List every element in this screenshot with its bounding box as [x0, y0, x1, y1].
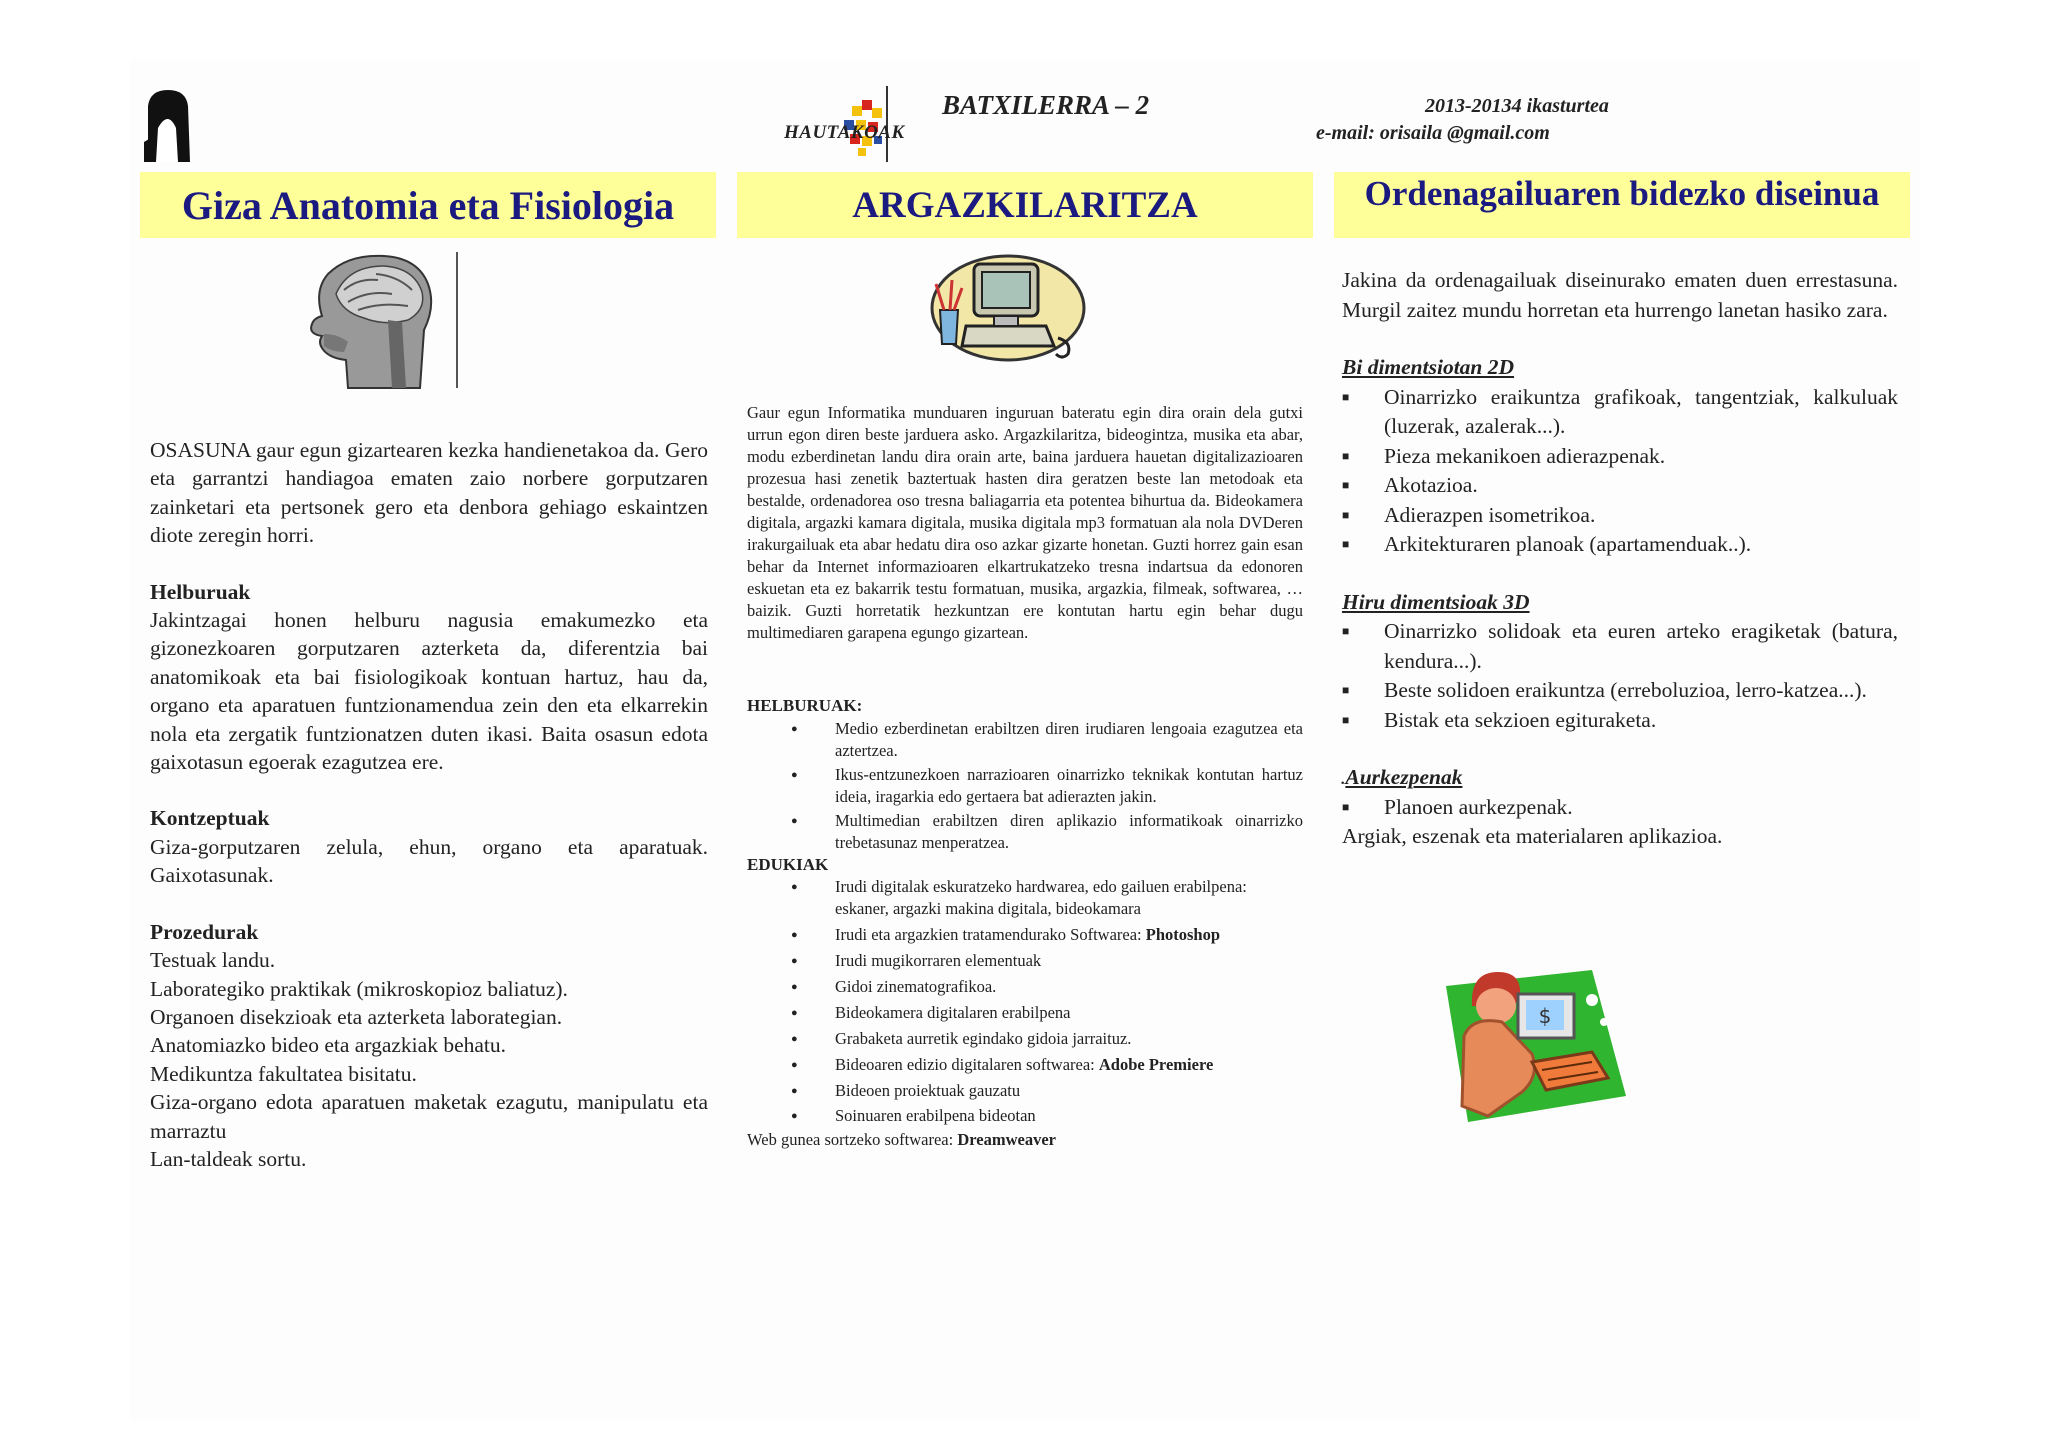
list-item: Giza-organo edota aparatuen maketak ezagutu, manipulatu eta marraztu [150, 1090, 708, 1143]
right-title-text: Ordenagailuaren bidezko diseinua [1364, 174, 1880, 213]
left-concepts-text: Giza-gorputzaren zelula, ehun, organo eta aparatuak. Gaixotasunak. [150, 834, 708, 888]
designer-clipart-icon [1442, 966, 1626, 1122]
school-logo-icon [140, 86, 196, 162]
presentations-heading-line [1340, 763, 1898, 793]
list-item-text: Soinuaren erabilpena bideotan [835, 1106, 1036, 1125]
list-item: Laborategiko praktikak (mikroskopioz baliatuz). [150, 976, 568, 1001]
left-goals-text: Jakintzagai honen helburu nagusia emakumezko eta gizonezkoaren gorputzaren azterketa da, diferentzia bai anatomikoak eta bai fisiologikoak kontuan hartuz, hau da, organo eta aparatuen funtzionamendua zein den eta elkarrekin nola eta zergatik funtzionatzen duten ikasi. Baita osasun edota gaixotasun egoerak ezagutzea ere. [150, 608, 708, 775]
list-item [747, 1078, 1303, 1104]
left-procedures-heading: Prozedurak [150, 919, 259, 944]
list-item: ■ Adierazpen isometrikoa. [1342, 501, 1898, 531]
middle-footer [747, 1128, 1303, 1152]
list-item: Organoen disekzioak eta azterketa laborategian. [150, 1004, 563, 1029]
list-item-text: Bideoen proiektuak gauzatu [835, 1081, 1021, 1100]
section-2d-heading: Bi dimentsiotan 2D [1342, 355, 1515, 379]
list-item-text: Bideokamera digitalaren erabilpena [835, 1003, 1071, 1022]
list-item-text: Irudi mugikorraren elementuak [835, 951, 1042, 970]
middle-column [747, 402, 1303, 1152]
right-column [1342, 266, 1898, 852]
left-goals-heading: Helburuak [150, 579, 251, 604]
middle-goals-heading: HELBURUAK: [747, 696, 863, 715]
left-intro: OSASUNA gaur egun gizartearen kezka handienetakoa da. Gero eta garrantzi handiagoa ematen zaio norbere gorputzaren zainketari eta pertsonek gero eta denbora gehiago eskaintzen diote zeregin horri. [150, 438, 708, 548]
list-item: Medikuntza fakultatea bisitatu. [150, 1061, 417, 1086]
software-name: Adobe Premiere [1098, 1055, 1214, 1074]
right-column-title [1334, 172, 1910, 238]
right-closing: Argiak, eszenak eta materialaren aplikazioa. [1342, 824, 1723, 848]
middle-contents-list [747, 876, 1303, 1128]
list-item [747, 1000, 1303, 1026]
right-intro: Jakina da ordenagailuak diseinurako ematen duen errestasuna. Murgil zaitez mundu horretan eta hurrengo lanetan hasiko zara. [1342, 268, 1898, 322]
list-item: ■ Oinarrizko eraikuntza grafikoak, tangentziak, kalkuluak (luzerak, azalerak...). [1342, 383, 1898, 442]
list-item: ■ Bistak eta sekzioen egituraketa. [1342, 706, 1898, 736]
list-item: Lan-taldeak sortu. [150, 1146, 307, 1171]
presentations-list [1342, 793, 1898, 823]
header-subtitle: HAUTAKOAK [784, 122, 905, 143]
list-item: ■ Beste solidoen eraikuntza (erreboluzioa, lerro-katzea...). [1342, 676, 1898, 706]
middle-column-title [737, 172, 1313, 238]
list-item-text: Grabaketa aurretik egindako gidoia jarraituz. [835, 1029, 1132, 1048]
header-program: BATXILERRA – 2 [942, 90, 1150, 120]
left-title-text: Giza Anatomia eta Fisiologia [181, 182, 675, 228]
list-item [747, 1104, 1303, 1128]
software-name: Photoshop [1145, 925, 1221, 944]
section-3d-list [1342, 617, 1898, 735]
list-item: ● Multimedian erabiltzen diren aplikazio informatikoak oinarrizko trebetasunaz menperatzea. [747, 810, 1303, 854]
software-name: Dreamweaver [957, 1130, 1056, 1149]
middle-goals-list [747, 718, 1303, 854]
header-email: e-mail: orisaila @gmail.com [1316, 122, 1550, 144]
list-item [747, 876, 1303, 920]
list-item [747, 974, 1303, 1000]
list-item: ■ Arkitekturaren planoak (apartamenduak..). [1342, 530, 1898, 560]
left-procedures-list [150, 946, 708, 1173]
list-item: Testuak landu. [150, 948, 276, 973]
heading-prefix: . [1340, 765, 1346, 789]
presentations-heading: Aurkezpenak [1345, 765, 1463, 789]
list-item: Anatomiazko bideo eta argazkiak behatu. [150, 1033, 506, 1058]
computer-clipart-icon [922, 250, 1086, 368]
list-item: ● Medio ezberdinetan erabiltzen diren irudiaren lengoaia ezagutzea eta aztertzea. [747, 718, 1303, 762]
middle-title-text: ARGAZKILARITZA [852, 184, 1198, 226]
list-item-text: Bideoaren edizio digitalaren softwarea: [835, 1055, 1099, 1074]
list-item-text: Irudi eta argazkien tratamendurako Softwarea: [835, 925, 1146, 944]
list-item: ● Ikus-entzunezkoen narrazioaren oinarrizko teknikak kontutan hartuz ideia, iragarkia edo gertaera bat adierazten jakin. [747, 764, 1303, 808]
header-course-year: 2013-20134 ikasturtea [1425, 95, 1609, 117]
list-item-text: Gidoi zinematografikoa. [835, 977, 997, 996]
list-item: ■ Oinarrizko solidoak eta euren arteko eragiketak (batura, kendura...). [1342, 617, 1898, 676]
section-2d-list [1342, 383, 1898, 560]
list-item-text: Irudi digitalak eskuratzeko hardwarea, edo gailuen erabilpena: eskaner, argazki makina digitala, bideokamara [835, 877, 1247, 918]
left-column-title [140, 172, 716, 238]
section-3d-heading: Hiru dimentsioak 3D [1342, 589, 1530, 614]
list-item [747, 948, 1303, 974]
head-anatomy-icon [288, 250, 460, 390]
list-item: ■ Pieza mekanikoen adierazpenak. [1342, 442, 1898, 472]
list-item: ■ Planoen aurkezpenak. [1342, 793, 1898, 823]
footer-text: Web gunea sortzeko softwarea: [747, 1130, 958, 1149]
middle-contents-heading: EDUKIAK [747, 855, 829, 874]
list-item [747, 922, 1303, 948]
svg-text:$: $ [1538, 1004, 1552, 1028]
list-item: ■ Akotazioa. [1342, 471, 1898, 501]
middle-intro: Gaur egun Informatika munduaren inguruan bateratu egin dira orain dela gutxi urrun egon diren beste jarduera asko. Argazkilaritza, bideogintza, musika eta abar, modu ezberdinetan landu dira orain arte, baina jarduera hauetan digitalizazioaren prozesua hasi zenetik baztertuak hasten dira geratzen beste lan metodoak eta bestalde, ordenadorea oso tresna baliagarria eta potentea bihurtua da. Bideokamera digitala, argazki kamara digitala, musika digitala mp3 formatuan ala nola DVDeren irakurgailuak eta abar hedatu dira oso azkar gizarte honetan. Guzti horrez gain esan behar da Internet informazioaren elkartrukatzeko tresna indartsua da edonoren eskuetan eta ez bakarrik testu formatuan, musika, argazkia, filmeak, softwarea, … baizik. Guzti horretatik hezkuntzan ere kontutan hartu egin behar dugu multimediaren garapena egungo gizartean. [747, 403, 1303, 642]
list-item [747, 1052, 1303, 1078]
list-item [747, 1026, 1303, 1052]
left-concepts-heading: Kontzeptuak [150, 806, 270, 831]
left-column [150, 436, 708, 1173]
